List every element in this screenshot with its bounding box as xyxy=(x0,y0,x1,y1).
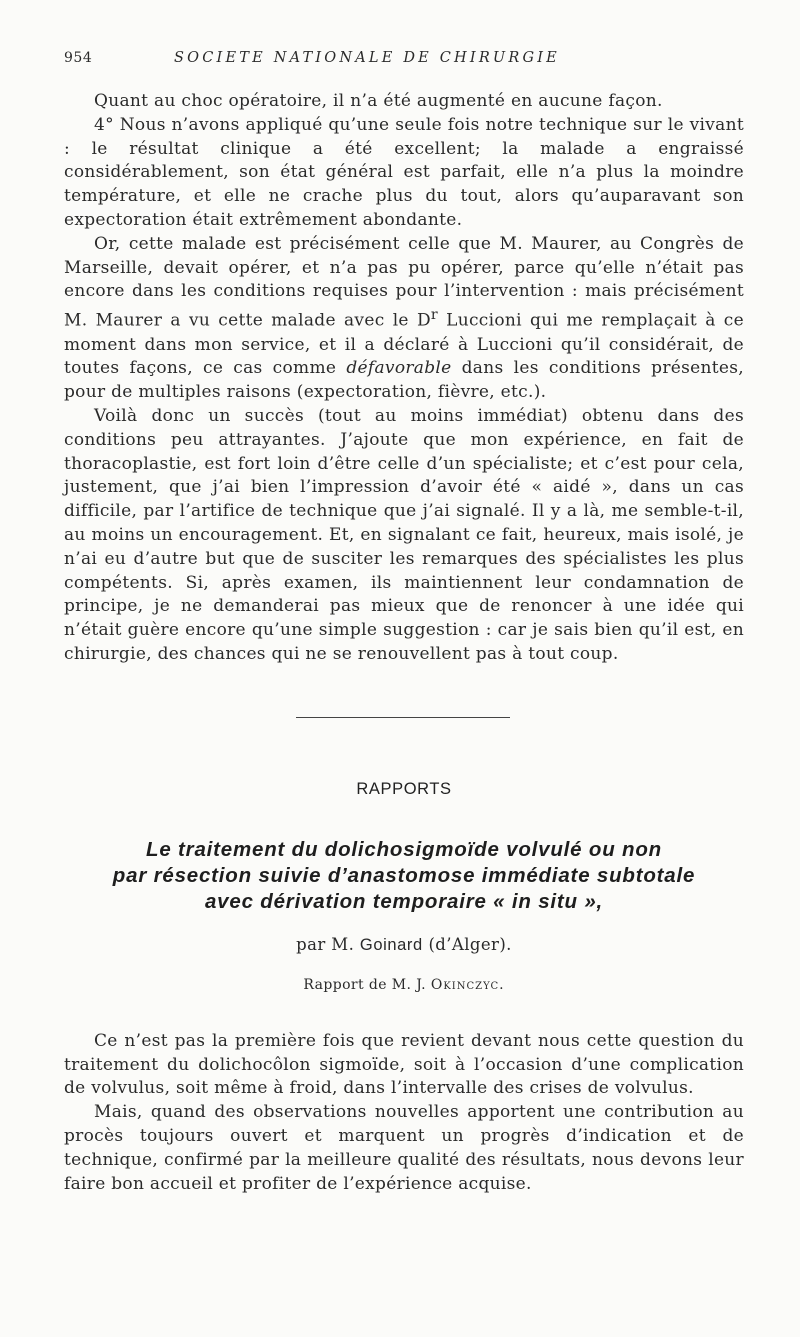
paragraph-conclusion: Voilà donc un succès (tout au moins immédiat) obtenu dans des conditions peu attrayantes. J’ajoute que mon expérience, en fait de thoracoplastie, est fort loin d’être celle d’un spécialiste; et c’est pour cela, justement, que j’ai bien l’impression d’avoir été « aidé », dans un cas difficile, par l’artifice de technique que j’ai signalé. Il y a là, me semble-t-il, au moins un encouragement. Et, en signalant ce fait, heureux, mais isolé, je n’ai eu d’autre but que de susciter les remarques des spécialistes les plus compétents. Si, après examen, ils maintiennent leur condamnation de principe, je ne demanderai pas mieux que de renoncer à une idée qui n’était guère encore qu’une simple suggestion : car je sais bien qu’il est, en chirurgie, des chances qui ne se renouvellent pas à tout coup. xyxy=(64,406,744,664)
emphasis-defavorable: défavorable xyxy=(346,358,452,379)
paragraph-observations: Mais, quand des observations nouvelles apportent une contribution au procès toujours ouvert et marquent un progrès d’indication et de technique, confirmé par la meilleure qualité des résultats, nous devons leur faire bon accueil et profiter de l’expérience acquise. xyxy=(64,1102,744,1194)
second-part-text xyxy=(64,1030,744,1197)
paragraph-maurer-part-b: Luccioni qui me remplaçait à ce moment dans mon service, et il a déclaré à Luccioni qu’il considérait, de toutes façons, ce cas comme xyxy=(64,310,744,379)
paragraph-maurer-part-c: dans les conditions présentes, pour de multiples raisons (expectoration, fièvre, etc.). xyxy=(64,358,744,403)
first-part-text xyxy=(64,90,744,667)
paragraph-choc: Quant au choc opératoire, il n’a été augmenté en aucune façon. xyxy=(94,91,663,111)
running-header xyxy=(64,50,744,72)
paragraph-maurer-part-a: Or, cette malade est précisément celle que M. Maurer, au Congrès de Marseille, devait opérer, et n’a pas pu opérer, parce qu’elle n’était pas encore dans les conditions requises pour l’intervention : mais précisément M. Maurer a vu cette malade avec le D xyxy=(64,233,744,331)
page xyxy=(64,50,744,1196)
section-heading: RAPPORTS xyxy=(356,779,452,798)
doctor-superscript: r xyxy=(430,307,438,324)
report-attribution xyxy=(64,977,744,993)
byline-suffix: (d’Alger). xyxy=(428,934,512,954)
byline xyxy=(64,935,744,955)
report-prefix: Rapport de M. J. xyxy=(303,976,426,993)
page-number: 954 xyxy=(64,50,93,66)
article-title-line-2: par résection suivie d’anastomose immédiate subtotale xyxy=(112,863,696,887)
journal-title: SOCIETE NATIONALE DE CHIRURGIE xyxy=(174,50,560,66)
article-title-line-1: Le traitement du dolichosigmoïde volvulé ou non xyxy=(146,837,662,861)
paragraph-dolichocolon: Ce n’est pas la première fois que revient devant nous cette question du traitement du dolichocôlon sigmoïde, soit à l’occasion d’une complication de volvulus, soit même à froid, dans l’intervalle des crises de volvulus. xyxy=(64,1030,744,1099)
article-title-line-3: avec dérivation temporaire « in situ », xyxy=(204,889,604,913)
article-title xyxy=(64,837,744,915)
paragraph-maurer xyxy=(64,233,744,405)
report-author: Okinczyc. xyxy=(430,976,505,993)
paragraph-point-4: 4° Nous n’avons appliqué qu’une seule fois notre technique sur le vivant : le résultat clinique a été excellent; la malade a engraissé considérablement, son état général est parfait, elle n’a plus la moindre température, et elle ne crache plus du tout, alors qu’auparavant son expectoration était extrêmement abondante. xyxy=(64,114,744,230)
byline-author: Goinard xyxy=(359,935,423,954)
separator-rule xyxy=(296,717,510,718)
byline-prefix: par M. xyxy=(296,934,355,954)
